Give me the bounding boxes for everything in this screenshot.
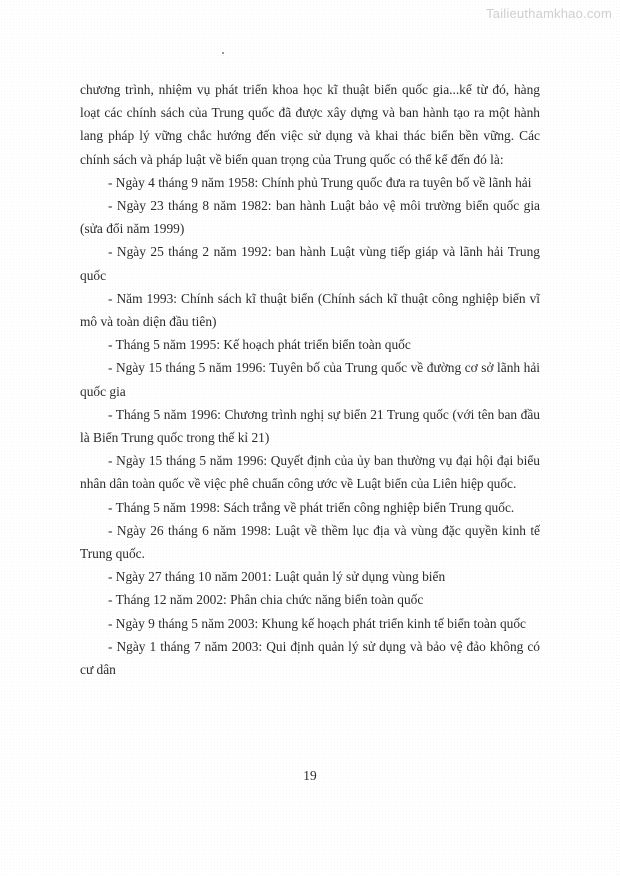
list-item: - Ngày 23 tháng 8 năm 1982: ban hành Luật bảo vệ môi trường biển quốc gia (sửa đổi năm 1999) — [80, 198, 540, 237]
list-item: - Ngày 26 tháng 6 năm 1998: Luật về thềm lục địa và vùng đặc quyền kinh tế Trung quốc. — [80, 522, 540, 562]
watermark: Tailieuthamkhao.com — [486, 6, 612, 21]
list-item: - Ngày 9 tháng 5 năm 2003: Khung kế hoạch phát triển kinh tế biển toàn quốc — [108, 615, 526, 631]
intro-paragraph: chương trình, nhiệm vụ phát triển khoa học kĩ thuật biển quốc gia...kể từ đó, hàng loạt các chính sách của Trung quốc đã được xây dựng và ban hành tạo ra một hành lang pháp lý vững chắc hướng đến việc sử dụng và khai thác biển bền vững. Các chính sách và pháp luật về biển quan trọng của Trung quốc có thể kể đến đó là: — [80, 82, 540, 167]
list-item: - Tháng 12 năm 2002: Phân chia chức năng biển toàn quốc — [108, 592, 424, 608]
list-item: - Ngày 15 tháng 5 năm 1996: Tuyên bố của Trung quốc về đường cơ sở lãnh hải quốc gia — [80, 360, 540, 399]
list-item: - Tháng 5 năm 1996: Chương trình nghị sự biển 21 Trung quốc (với tên ban đầu là Biển Trung quốc trong thế kỉ 21) — [80, 406, 540, 446]
list-item: - Tháng 5 năm 1995: Kế hoạch phát triển biển toàn quốc — [108, 337, 411, 353]
list-item: - Ngày 25 tháng 2 năm 1992: ban hành Luật vùng tiếp giáp và lãnh hải Trung quốc — [80, 244, 540, 283]
list-item: - Năm 1993: Chính sách kĩ thuật biển (Chính sách kĩ thuật công nghiệp biển vĩ mô và toàn diện đầu tiên) — [80, 290, 540, 330]
scan-speck — [222, 52, 224, 54]
list-item: - Ngày 27 tháng 10 năm 2001: Luật quản lý sử dụng vùng biển — [108, 569, 446, 585]
list-item: - Ngày 4 tháng 9 năm 1958: Chính phủ Trung quốc đưa ra tuyên bố về lãnh hải — [108, 174, 532, 190]
list-item: - Ngày 1 tháng 7 năm 2003: Qui định quản lý sử dụng và bảo vệ đảo không có cư dân — [80, 638, 540, 678]
page-number: 19 — [303, 768, 317, 783]
list-item: - Ngày 15 tháng 5 năm 1996: Quyết định của ủy ban thường vụ đại hội đại biểu nhân dân toàn quốc về việc phê chuẩn công ước về Luật biển của Liên hiệp quốc. — [80, 453, 540, 492]
document-body — [80, 78, 540, 681]
list-item: - Tháng 5 năm 1998: Sách trắng về phát triển công nghiệp biển Trung quốc. — [108, 499, 515, 515]
